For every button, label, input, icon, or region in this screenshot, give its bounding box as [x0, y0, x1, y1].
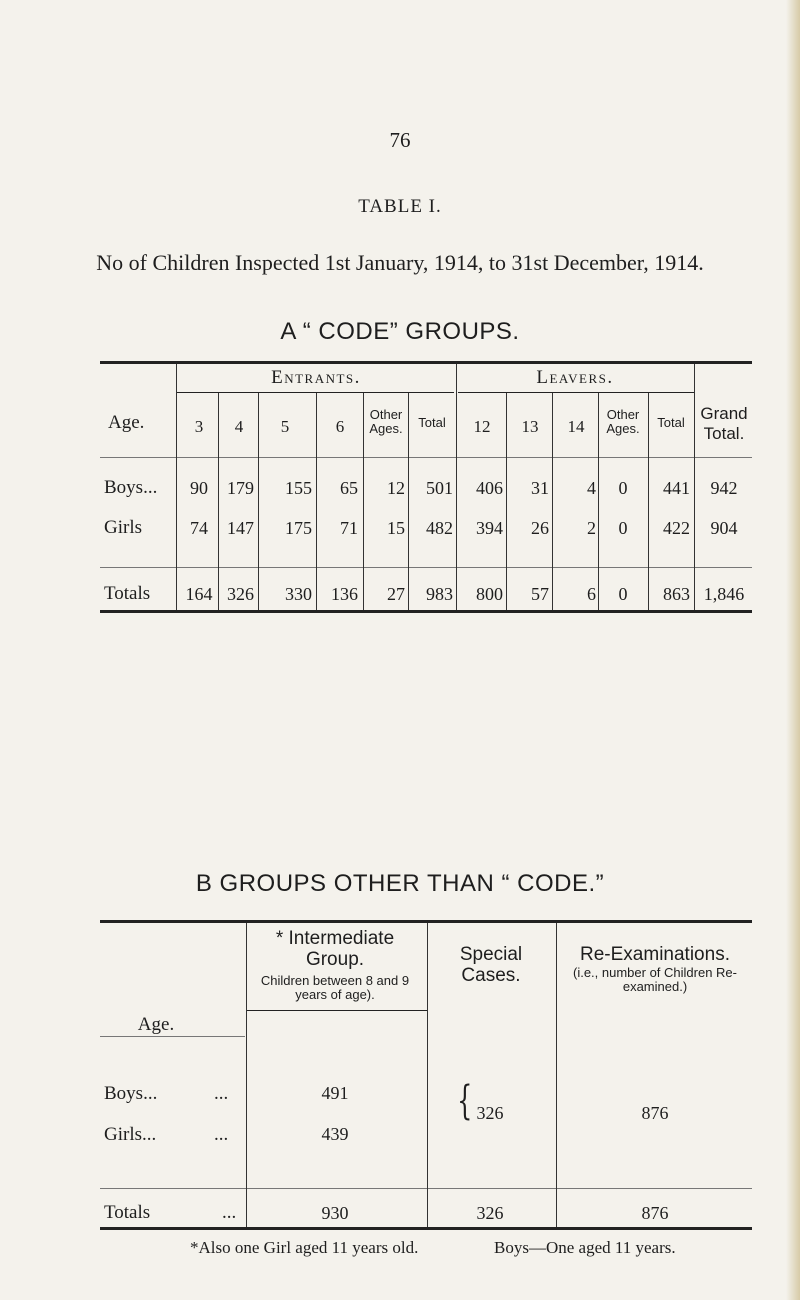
col-leavers-12: 12 [473, 417, 491, 436]
cell: 90 [190, 478, 208, 498]
cell: 439 [321, 1124, 349, 1144]
page-number: 76 [389, 128, 411, 152]
cell: 904 [710, 518, 738, 538]
cell: 394 [476, 518, 503, 538]
row-label-girls: Girls... [104, 1124, 157, 1145]
cell: 1,846 [703, 584, 745, 604]
col-entrants-3: 3 [194, 417, 204, 436]
cell: 983 [426, 584, 453, 604]
table-label: TABLE I. [358, 196, 442, 217]
reexaminations-note: (i.e., number of Children Re-examined.) [572, 965, 737, 994]
col-entrants-other: Other Ages. [369, 407, 403, 436]
col-divider [427, 923, 428, 1227]
cell: 406 [476, 478, 503, 498]
leavers-header: Leavers. [536, 367, 614, 388]
page-subtitle: No of Children Inspected 1st January, 1914, to 31st December, 1914. [96, 250, 704, 275]
row-label-boys: Boys... [104, 1083, 158, 1104]
footnote-boys: Boys—One aged 11 years. [494, 1238, 676, 1257]
row-label-totals: Totals [104, 583, 151, 604]
special-cases-header: Special Cases. [459, 944, 523, 986]
cell: 0 [618, 584, 628, 604]
cell: 71 [340, 518, 358, 538]
reexaminations-header: Re-Examinations. [580, 944, 730, 965]
cell: 57 [531, 584, 549, 604]
footnote-girls: *Also one Girl aged 11 years old. [190, 1238, 419, 1257]
cell: 863 [663, 584, 690, 604]
cell: 441 [663, 478, 690, 498]
age-underline [100, 1036, 245, 1037]
col-leavers-total: Total [657, 415, 685, 430]
cell: 482 [426, 518, 453, 538]
table-top-rule [100, 920, 752, 923]
cell: 501 [426, 478, 453, 498]
entrants-header: Entrants. [271, 367, 361, 388]
row-leader-dots: ... [214, 1124, 229, 1145]
cell: 179 [227, 478, 254, 498]
cell: 491 [321, 1083, 349, 1103]
col-leavers-14: 14 [567, 417, 585, 436]
col-leavers-13: 13 [521, 417, 539, 436]
col-entrants-6: 6 [335, 417, 345, 436]
col-divider [556, 923, 557, 1227]
cell: 26 [531, 518, 549, 538]
cell: 800 [476, 584, 503, 604]
table-bottom-rule [100, 1227, 752, 1230]
col-divider [246, 923, 247, 1227]
grand-total-header: Grand Total. [700, 404, 748, 443]
intermediate-group-note: Children between 8 and 9 years of age). [260, 973, 410, 1002]
cell: 326 [476, 1203, 504, 1223]
cell: 12 [387, 478, 405, 498]
cell: 930 [321, 1203, 349, 1223]
cell: 876 [641, 1103, 669, 1123]
other-groups-heading: B GROUPS OTHER THAN “ CODE.” [195, 870, 605, 897]
age-header: Age. [108, 412, 145, 433]
cell: 326 [476, 1103, 504, 1123]
col-entrants-5: 5 [280, 417, 290, 436]
cell: 876 [641, 1203, 669, 1223]
col-entrants-4: 4 [234, 417, 244, 436]
cell: 31 [531, 478, 549, 498]
intermediate-underline [247, 1010, 427, 1011]
row-leader-dots: ... [222, 1202, 237, 1223]
cell: 422 [663, 518, 690, 538]
cell: 65 [340, 478, 358, 498]
cell: 6 [587, 584, 596, 604]
cell: 4 [587, 478, 596, 498]
bracket-brace: { [457, 1078, 473, 1124]
intermediate-group-header: * Intermediate Group. [275, 928, 395, 970]
row-leader-dots: ... [214, 1083, 229, 1104]
totals-rule [100, 1188, 752, 1189]
age-header: Age. [137, 1014, 175, 1035]
cell: 155 [285, 478, 312, 498]
cell: 2 [587, 518, 596, 538]
cell: 0 [618, 518, 628, 538]
code-groups-heading: A “ CODE” GROUPS. [280, 318, 520, 345]
cell: 136 [331, 584, 358, 604]
cell: 175 [285, 518, 312, 538]
cell: 330 [285, 584, 312, 604]
cell: 147 [227, 518, 254, 538]
cell: 27 [387, 584, 405, 604]
cell: 0 [618, 478, 628, 498]
cell: 74 [190, 518, 208, 538]
cell: 15 [387, 518, 405, 538]
row-label-boys: Boys... [104, 477, 158, 498]
cell: 164 [185, 584, 213, 604]
col-leavers-other: Other Ages. [606, 407, 640, 436]
cell: 326 [227, 584, 254, 604]
col-entrants-total: Total [418, 415, 446, 430]
cell: 942 [710, 478, 738, 498]
row-label-girls: Girls [104, 517, 142, 538]
row-label-totals: Totals [104, 1202, 151, 1223]
